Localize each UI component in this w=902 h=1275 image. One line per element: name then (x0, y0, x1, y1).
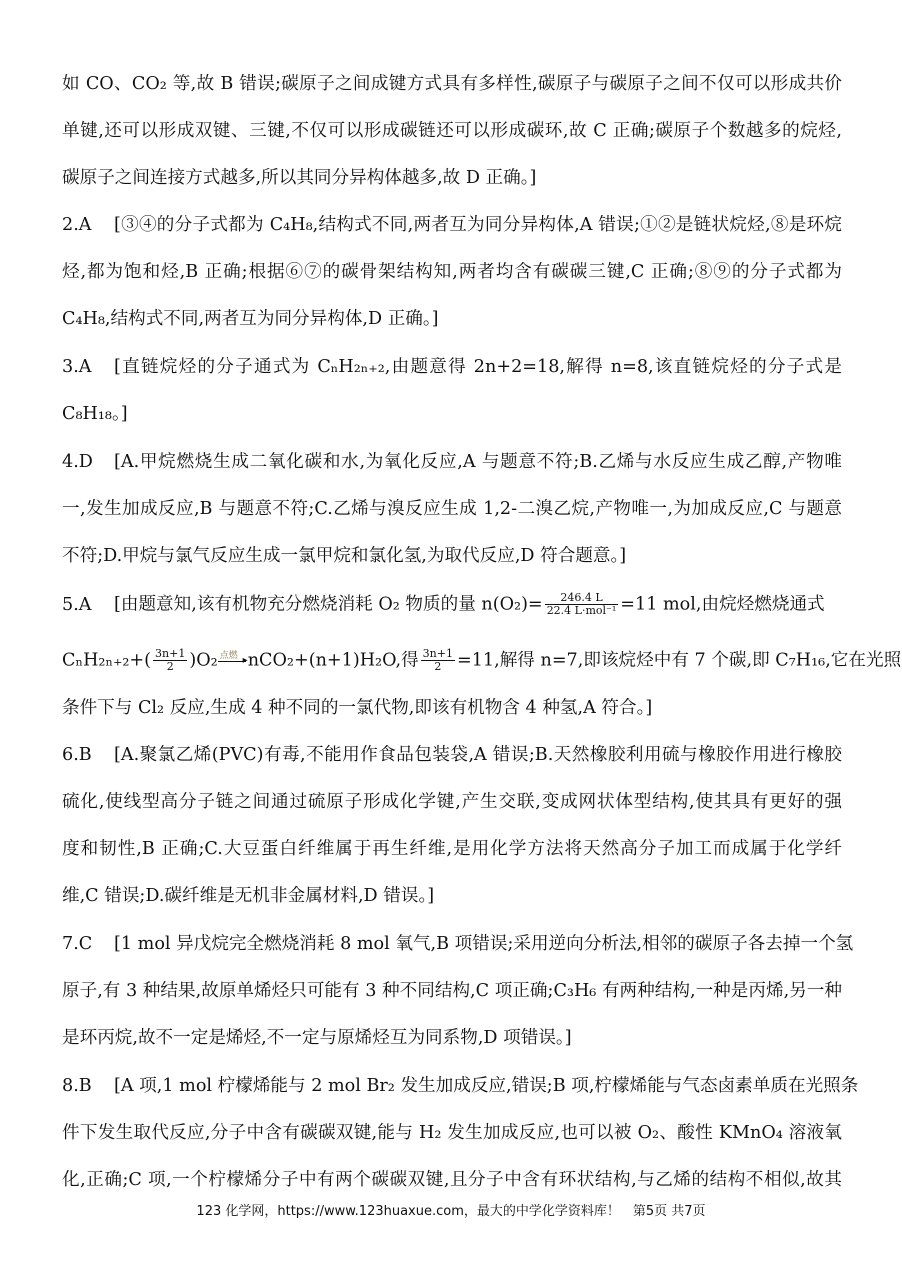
answer-text: [由题意知,该有机物充分燃烧消耗 O₂ 物质的量 n(O₂)= (114, 594, 543, 615)
answer-text: [③④的分子式都为 C₄H₈,结构式不同,两者互为同分异构体,A 错误;①②是链状烷烃,⑧是环烷 (114, 215, 842, 235)
page-footer: 123 化学网，https://www.123huaxue.com，最大的中学化学资料库！ 第5页 共7页 (196, 1204, 706, 1219)
text-line: 不符;D.甲烷与氯气反应生成一氯甲烷和氯化氢,为取代反应,D 符合题意。] (62, 546, 627, 566)
answer-text: [A 项,1 mol 柠檬烯能与 2 mol Br₂ 发生加成反应,错误;B 项,柠檬烯能与气态卤素单质在光照条 (114, 1076, 859, 1096)
answer-number: 2.A (62, 215, 92, 235)
text-line: 如 CO、CO₂ 等,故 B 错误;碳原子之间成键方式具有多样性,碳原子与碳原子之间不仅可以形成共价 (62, 74, 842, 94)
equation-line (62, 647, 902, 673)
answer-line (62, 213, 842, 237)
text-line: C₄H₈,结构式不同,两者互为同分异构体,D 正确。] (62, 309, 439, 329)
text-line: 一,发生加成反应,B 与题意不符;C.乙烯与溴反应生成 1,2-二溴乙烷,产物唯一,为加成反应,C 与题意 (62, 499, 842, 519)
text-line: 度和韧性,B 正确;C.大豆蛋白纤维属于再生纤维,是用化学方法将天然高分子加工而成属于化学纤 (62, 839, 842, 859)
fraction-numerator: 3n+1 (422, 647, 453, 660)
fraction-denominator: 2 (166, 660, 174, 673)
text-line: 条件下与 Cl₂ 反应,生成 4 种不同的一氯代物,即该有机物含 4 种氢,A 符合。] (62, 698, 653, 718)
equation-text: )O₂ (189, 650, 218, 671)
answer-line (62, 592, 842, 617)
answer-line (62, 743, 842, 767)
answer-text: [A.聚氯乙烯(PVC)有毒,不能用作食品包装袋,A 错误;B.天然橡胶利用硫与橡胶作用进行橡胶 (114, 745, 842, 765)
text-line: 化,正确;C 项,一个柠檬烯分子中有两个碳碳双键,且分子中含有环状结构,与乙烯的结构不相似,故其 (62, 1170, 842, 1190)
answer-number: 8.B (62, 1076, 92, 1096)
equation-text: CₙH₂ₙ₊₂+( (62, 650, 152, 671)
answer-number: 4.D (62, 452, 93, 472)
answer-number: 7.C (62, 934, 93, 954)
fraction-numerator: 246.4 L (545, 592, 619, 605)
fraction (153, 648, 187, 673)
answer-text: [1 mol 异戊烷完全燃烧消耗 8 mol 氧气,B 项错误;采用逆向分析法,相邻的碳原子各去掉一个氢 (114, 934, 854, 954)
text-line: 件下发生取代反应,分子中含有碳碳双键,能与 H₂ 发生加成反应,也可以被 O₂、酸性 KMnO₄ 溶液氧 (62, 1123, 842, 1143)
fraction-denominator: 2 (434, 660, 442, 673)
answer-text: =11 mol,由烷烃燃烧通式 (620, 594, 825, 615)
text-line: 原子,有 3 种结果,故原单烯烃只可能有 3 种不同结构,C 项正确;C₃H₆ 有两种结构,一种是丙烯,另一种 (62, 981, 842, 1001)
answer-line (62, 450, 842, 474)
answer-number: 3.A (62, 357, 92, 377)
reaction-condition: 点燃 (219, 650, 238, 661)
fraction (421, 648, 455, 673)
equation-text: nCO₂+(n+1)H₂O,得 (247, 650, 419, 671)
text-line: 硫化,使线型高分子链之间通过硫原子形成化学键,产生交联,变成网状体型结构,使其具有更好的强 (62, 792, 842, 812)
answer-text: [直链烷烃的分子通式为 CₙH₂ₙ₊₂,由题意得 2n+2=18,解得 n=8,该直链烷烃的分子式是 (114, 357, 842, 377)
text-line: 是环丙烷,故不一定是烯烃,不一定与原烯烃互为同系物,D 项错误。] (62, 1028, 572, 1048)
text-line: 单键,还可以形成双键、三键,不仅可以形成碳链还可以形成碳环,故 C 正确;碳原子个数越多的烷烃, (62, 121, 842, 141)
fraction (545, 592, 619, 617)
text-line: C₈H₁₈。] (62, 404, 128, 424)
reaction-arrow-icon: 点燃 ▸ (218, 654, 248, 668)
answer-text: [A.甲烷燃烧生成二氧化碳和水,为氧化反应,A 与题意不符;B.乙烯与水反应生成乙醇,产物唯 (114, 452, 842, 472)
text-line: 碳原子之间连接方式越多,所以其同分异构体越多,故 D 正确。] (62, 168, 537, 188)
answer-line (62, 932, 854, 956)
answer-line (62, 355, 842, 379)
equation-text: =11,解得 n=7,即该烷烃中有 7 个碳,即 C₇H₁₆,它在光照 (456, 650, 902, 671)
fraction-numerator: 3n+1 (155, 647, 186, 660)
answer-number: 5.A (62, 594, 92, 615)
answer-number: 6.B (62, 745, 92, 765)
text-line: 维,C 错误;D.碳纤维是无机非金属材料,D 错误。] (62, 886, 435, 906)
fraction-denominator: 22.4 L·mol⁻¹ (546, 604, 617, 617)
text-line: 烃,都为饱和烃,B 正确;根据⑥⑦的碳骨架结构知,两者均含有碳碳三键,C 正确;⑧⑨的分子式都为 (62, 262, 842, 282)
answer-line (62, 1074, 859, 1098)
